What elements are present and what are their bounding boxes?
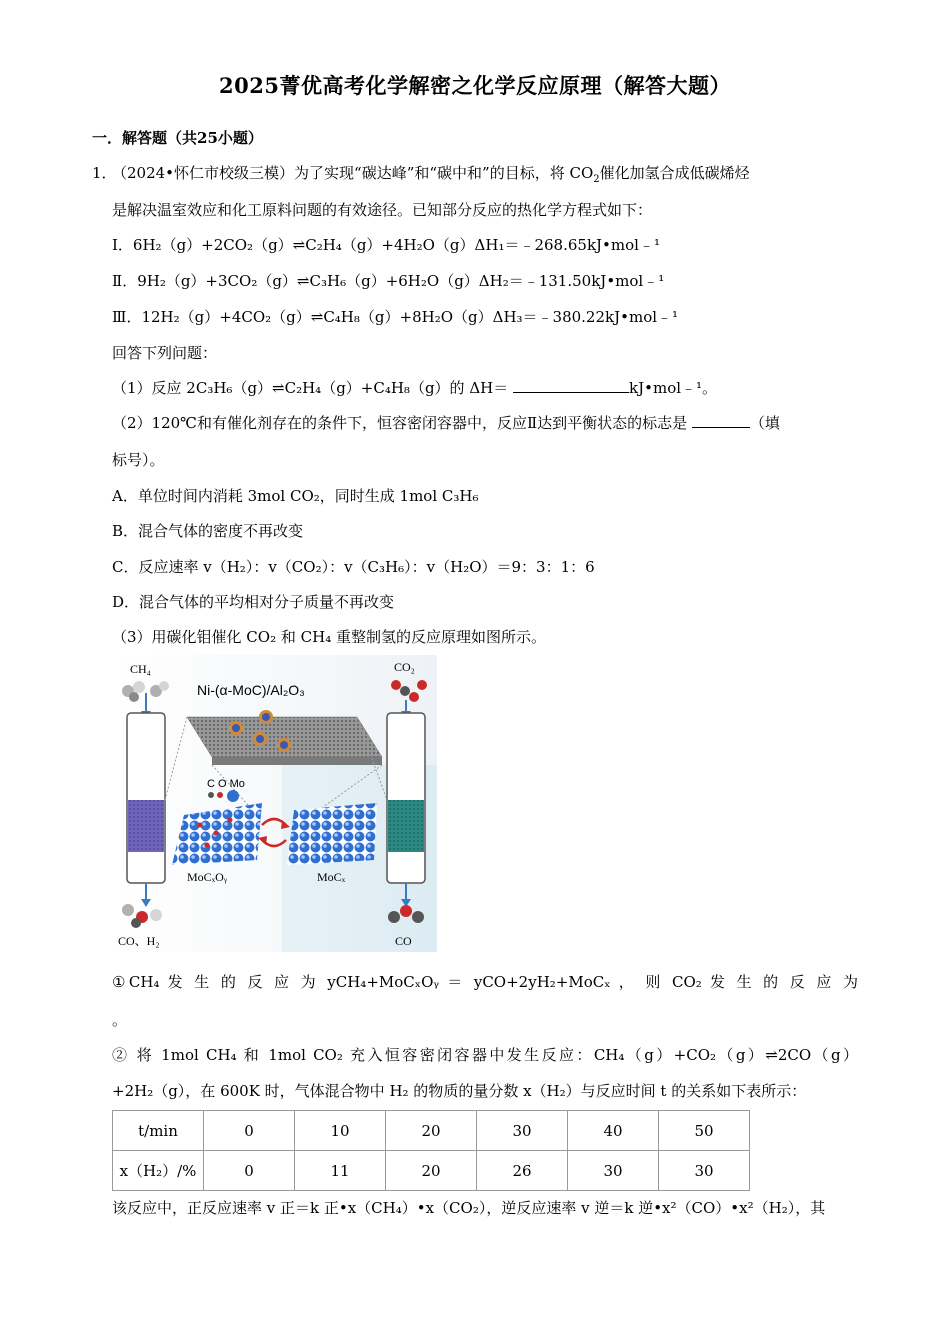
table-cell: 20	[386, 1111, 477, 1151]
legend-label: C O Mo	[207, 778, 245, 790]
moc-surface	[287, 803, 377, 865]
table-cell: 30	[659, 1151, 750, 1191]
catalyst-label: Ni-(α-MoC)/Al₂O₃	[197, 682, 305, 698]
table-cell: 0	[204, 1151, 295, 1191]
table-cell: 11	[295, 1151, 386, 1191]
moc-label: MoCₓ	[317, 870, 346, 884]
moc-oxide-label: MoCₓOᵧ	[187, 870, 228, 884]
table-cell: 26	[477, 1151, 568, 1191]
table-cell: 20	[386, 1151, 477, 1191]
left-output-label: CO、H₂	[118, 934, 160, 948]
option-b: B．混合气体的密度不再改变	[112, 522, 304, 540]
sub-question-2: ② 将 1mol CH₄ 和 1mol CO₂ 充入恒容密闭容器中发生反应：CH₄（g）+CO₂（g）⇌2CO（g）	[112, 1046, 858, 1064]
equation-i: Ⅰ．6H₂（g）+2CO₂（g）⇌C₂H₄（g）+4H₂O（g）ΔH₁＝﹣268.65kJ•mol﹣¹	[112, 236, 660, 254]
sub-question-1: ①CH₄ 发 生 的 反 应 为 yCH₄+MoCₓOᵧ ＝ yCO+2yH₂+MoCₓ ， 则 CO₂ 发 生 的 反 应 为	[112, 973, 858, 991]
equation-ii: Ⅱ．9H₂（g）+3CO₂（g）⇌C₃H₆（g）+6H₂O（g）ΔH₂＝﹣131.50kJ•mol﹣¹	[112, 272, 665, 290]
part-2-cont: 标号）。	[112, 451, 165, 469]
right-output-label: CO	[395, 934, 412, 948]
right-input-label: CO₂	[394, 660, 415, 674]
equation-iii: Ⅲ．12H₂（g）+4CO₂（g）⇌C₄H₈（g）+8H₂O（g）ΔH₃＝﹣380.22kJ•mol﹣¹	[112, 308, 679, 326]
question-intro-line1: （2024•怀仁市校级三模）为了实现“碳达峰”和“碳中和”的目标，将 $CO_2$催化加氢合成低碳烯烃	[112, 164, 750, 185]
sub-question-1-end: 。	[112, 1011, 128, 1029]
sub-question-2-cont: +2H₂（g），在 600K 时，气体混合物中 H₂ 的物质的量分数 x（H₂）与反应时间 t 的关系如下表所示：	[112, 1082, 807, 1100]
question-intro-line2: 是解决温室效应和化工原料问题的有效途径。已知部分反应的热化学方程式如下：	[112, 201, 653, 219]
table-row	[113, 1111, 750, 1151]
answer-blank-1[interactable]	[513, 378, 629, 393]
answer-blank-2[interactable]	[692, 413, 750, 428]
data-table	[112, 1110, 750, 1191]
table-row	[113, 1151, 750, 1191]
table-cell: 50	[659, 1111, 750, 1151]
table-cell: 0	[204, 1111, 295, 1151]
table-cell: t/min	[113, 1111, 204, 1151]
part-2: （2）120℃和有催化剂存在的条件下，恒容密闭容器中，反应Ⅱ达到平衡状态的标志是 （填	[112, 414, 780, 432]
table-cell: 30	[568, 1151, 659, 1191]
part-3: （3）用碳化钼催化 CO₂ 和 CH₄ 重整制氢的反应原理如图所示。	[112, 628, 546, 646]
option-d: D．混合气体的平均相对分子质量不再改变	[112, 593, 395, 611]
question-number: 1．	[92, 164, 117, 182]
reaction-mechanism-figure	[112, 655, 437, 952]
table-cell: 10	[295, 1111, 386, 1151]
rate-expression-line: 该反应中，正反应速率 v 正＝k 正•x（CH₄）•x（CO₂），逆反应速率 v 逆＝k 逆•x²（CO）•x²（H₂），其	[112, 1199, 826, 1217]
part-1: （1）反应 2C₃H₆（g）⇌C₂H₄（g）+C₄H₈（g）的 ΔH＝ kJ•mol﹣¹。	[112, 379, 718, 397]
table-cell: x（H₂）/%	[113, 1151, 204, 1191]
option-c: C．反应速率 v（H₂）：v（CO₂）：v（C₃H₆）：v（H₂O）＝9：3：1：6	[112, 558, 595, 576]
table-cell: 40	[568, 1111, 659, 1151]
table-cell: 30	[477, 1111, 568, 1151]
section-heading: 一．解答题（共25小题）	[92, 129, 263, 147]
answer-prompt: 回答下列问题：	[112, 344, 218, 362]
option-a: A．单位时间内消耗 3mol CO₂，同时生成 1mol C₃H₆	[112, 487, 479, 505]
page-title: 2025菁优高考化学解密之化学反应原理（解答大题）	[219, 73, 731, 98]
left-input-label: CH₄	[130, 662, 151, 676]
